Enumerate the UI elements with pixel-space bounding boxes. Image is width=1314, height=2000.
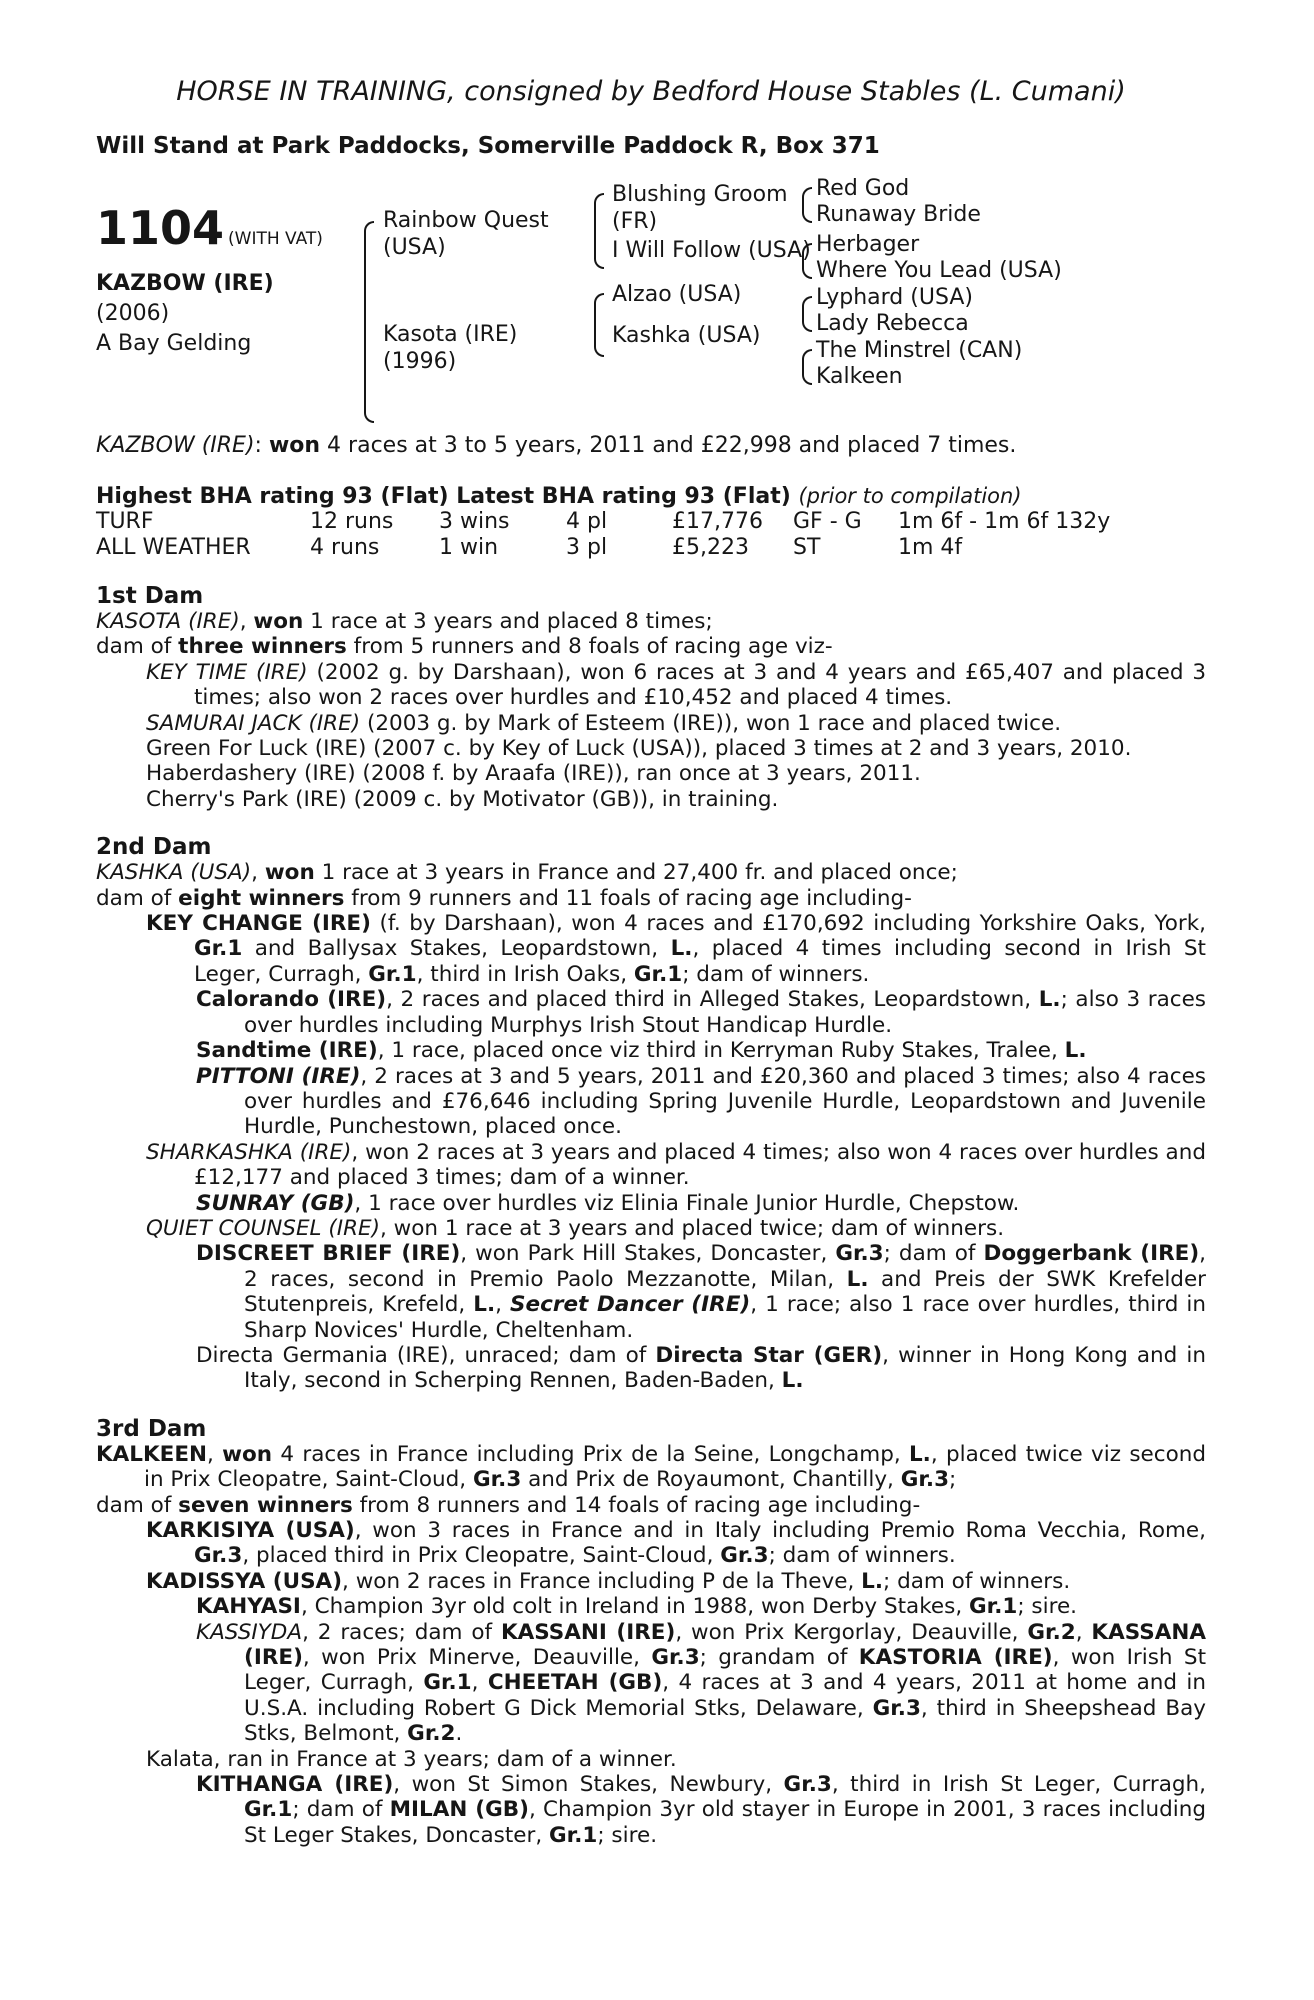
- progeny-kadissya: KADISSYA (USA), won 2 races in France including P de la Theve, L.; dam of winners.: [146, 1568, 1071, 1594]
- ggp-lady-rebecca: Lady Rebecca: [816, 311, 969, 336]
- progeny-quiet-counsel: QUIET COUNSEL (IRE), won 1 race at 3 years and placed twice; dam of winners.: [146, 1215, 1005, 1241]
- progeny-cherrys-park: Cherry's Park (IRE) (2009 c. by Motivator (GB)), in training.: [146, 786, 779, 812]
- ggp-herbager: Herbager: [816, 232, 920, 257]
- stand-location: Will Stand at Park Paddocks, Somerville Paddock R, Box 371: [96, 133, 880, 159]
- progeny-pittoni: PITTONI (IRE), 2 races at 3 and 5 years, 2011 and £20,360 and placed 3 times; also 4 races over hurdles and £76,646 including Spring Juvenile Hurdle, Leopardstown and Juvenile Hurdle, Punchestown, placed once.: [196, 1063, 1207, 1140]
- third-dam-title: 3rd Dam: [96, 1415, 207, 1442]
- dam: Kasota (IRE) (1996): [383, 322, 518, 374]
- horse-details: [96, 269, 274, 359]
- second-dam-dam-of: dam of eight winners from 9 runners and 11 foals of racing age including-: [96, 885, 912, 911]
- sire-sire: Blushing Groom (FR): [612, 182, 788, 234]
- brace-sire-line: [594, 193, 604, 269]
- record-row-all-weather: ALL WEATHER 4 runs 1 win 3 pl £5,223 ST 1m 4f: [96, 535, 963, 560]
- ggp-runaway-bride: Runaway Bride: [816, 202, 981, 227]
- progeny-key-change: KEY CHANGE (IRE) (f. by Darshaan), won 4 races and £170,692 including Yorkshire Oaks, York, Gr.1 and Ballysax Stakes, Leopardstown, L., placed 4 times including second in Irish St Leger, Curragh, Gr.1, third in Irish Oaks, Gr.1; dam of winners.: [146, 911, 1206, 987]
- brace-ggp-4: [802, 349, 812, 385]
- horse-name: KAZBOW (IRE): [96, 271, 274, 296]
- progeny-kithanga: KITHANGA (IRE), won St Simon Stakes, Newbury, Gr.3, third in Irish St Leger, Curragh, Gr.1; dam of MILAN (GB), Champion 3yr old stayer in Europe in 2001, 3 races including St Leger Stakes, Doncaster, Gr.1; sire.: [196, 1772, 1206, 1848]
- progeny-sunray: SUNRAY (GB), 1 race over hurdles viz Elinia Finale Junior Hurdle, Chepstow.: [196, 1190, 1020, 1216]
- horse-description: A Bay Gelding: [96, 331, 252, 356]
- sire-dam: I Will Follow (USA): [612, 238, 811, 263]
- rating-headline: Highest BHA rating 93 (Flat) Latest BHA rating 93 (Flat) (prior to compilation): [96, 484, 1022, 509]
- brace-ggp-1: [802, 187, 812, 223]
- progeny-directa-germania: Directa Germania (IRE), unraced; dam of Directa Star (GER), winner in Hong Kong and in Italy, second in Scherping Rennen, Baden-Baden, L.: [196, 1342, 1206, 1394]
- progeny-samurai-jack: SAMURAI JACK (IRE) (2003 g. by Mark of Esteem (IRE)), won 1 race and placed twice.: [146, 710, 1062, 736]
- progeny-key-time: KEY TIME (IRE) (2002 g. by Darshaan), won 6 races at 3 and 4 years and £65,407 and placed 3 times; also won 2 races over hurdles and £10,452 and placed 4 times.: [146, 659, 1206, 711]
- progeny-sandtime: Sandtime (IRE), 1 race, placed once viz third in Kerryman Ruby Stakes, Tralee, L.: [196, 1038, 1087, 1064]
- brace-dam-line: [594, 293, 604, 357]
- ggp-kalkeen: Kalkeen: [816, 364, 903, 389]
- consignor-header: HORSE IN TRAINING, consigned by Bedford House Stables (L. Cumani): [176, 76, 1126, 107]
- rating-block: [96, 484, 1206, 561]
- progeny-green-for-luck: Green For Luck (IRE) (2007 c. by Key of Luck (USA)), placed 3 times at 2 and 3 years, 2010.: [146, 736, 1132, 762]
- sire: Rainbow Quest (USA): [383, 208, 549, 260]
- ggp-red-god: Red God: [816, 176, 910, 201]
- progeny-sharkashka: SHARKASHKA (IRE), won 2 races at 3 years and placed 4 times; also won 4 races over hurdles and £12,177 and placed 3 times; dam of a winner.: [146, 1139, 1206, 1191]
- lot-number: [96, 201, 323, 255]
- progeny-haberdashery: Haberdashery (IRE) (2008 f. by Araafa (IRE)), ran once at 3 years, 2011.: [146, 761, 921, 787]
- second-dam-title: 2nd Dam: [96, 834, 212, 861]
- first-dam-title: 1st Dam: [96, 583, 204, 609]
- brace-gen1: [364, 221, 374, 423]
- third-dam-intro: KALKEEN, won 4 races in France including Prix de la Seine, Longchamp, L., placed twice viz second in Prix Cleopatre, Saint-Cloud, Gr.3 and Prix de Royaumont, Chantilly, Gr.3;: [96, 1441, 1207, 1493]
- ggp-the-minstrel: The Minstrel (CAN): [816, 338, 1023, 363]
- progeny-karkisiya: KARKISIYA (USA), won 3 races in France and in Italy including Premio Roma Vecchia, Rome, Gr.3, placed third in Prix Cleopatre, Saint-Cloud, Gr.3; dam of winners.: [146, 1518, 1206, 1569]
- lot-number-value: 1104: [96, 201, 225, 255]
- ggp-lyphard: Lyphard (USA): [816, 285, 973, 310]
- progeny-kassiyda: KASSIYDA, 2 races; dam of KASSANI (IRE), won Prix Kergorlay, Deauville, Gr.2, KASSANA (IRE), won Prix Minerve, Deauville, Gr.3; grandam of KASTORIA (IRE), won Irish St Leger, Curragh, Gr.1, CHEETAH (GB), 4 races at 3 and 4 years, 2011 at home and in U.S.A. including Robert G Dick Memorial Stks, Delaware, Gr.3, third in Sheepshead Bay Stks, Belmont, Gr.2.: [196, 1619, 1207, 1747]
- pedigree-block: [96, 176, 1206, 421]
- race-summary: KAZBOW (IRE): won 4 races at 3 to 5 years, 2011 and £22,998 and placed 7 times.: [96, 433, 1017, 458]
- ggp-where-you-lead: Where You Lead (USA): [816, 258, 1062, 283]
- progeny-calorando: Calorando (IRE), 2 races and placed third in Alleged Stakes, Leopardstown, L.; also 3 races over hurdles including Murphys Irish Stout Handicap Hurdle.: [196, 987, 1206, 1038]
- catalogue-page: [96, 76, 1206, 1848]
- dam-dam: Kashka (USA): [612, 323, 761, 348]
- record-row-turf: TURF 12 runs 3 wins 4 pl £17,776 GF - G 1m 6f - 1m 6f 132y: [96, 509, 1111, 534]
- first-dam-dam-of: dam of three winners from 5 runners and 8 foals of racing age viz-: [96, 634, 833, 660]
- vat-label: (WITH VAT): [228, 229, 323, 249]
- third-dam-dam-of: dam of seven winners from 8 runners and 14 foals of racing age including-: [96, 1492, 921, 1518]
- progeny-kalata: Kalata, ran in France at 3 years; dam of a winner.: [146, 1746, 677, 1772]
- dam-sire: Alzao (USA): [612, 282, 742, 307]
- brace-ggp-2: [802, 243, 812, 279]
- progeny-kahyasi: KAHYASI, Champion 3yr old colt in Ireland in 1988, won Derby Stakes, Gr.1; sire.: [196, 1594, 1078, 1620]
- horse-foaled-year: (2006): [96, 301, 170, 326]
- first-dam-intro: KASOTA (IRE), won 1 race at 3 years and placed 8 times;: [96, 609, 713, 634]
- second-dam-intro: KASHKA (USA), won 1 race at 3 years in France and 27,400 fr. and placed once;: [96, 860, 958, 886]
- progeny-discreet-brief: DISCREET BRIEF (IRE), won Park Hill Stakes, Doncaster, Gr.3; dam of Doggerbank (IRE), 2 races, second in Premio Paolo Mezzanotte, Milan, L. and Preis der SWK Krefelder Stutenpreis, Krefeld, L., Secret Dancer (IRE), 1 race; also 1 race over hurdles, third in Sharp Novices' Hurdle, Cheltenham.: [196, 1241, 1207, 1343]
- brace-ggp-3: [802, 296, 812, 332]
